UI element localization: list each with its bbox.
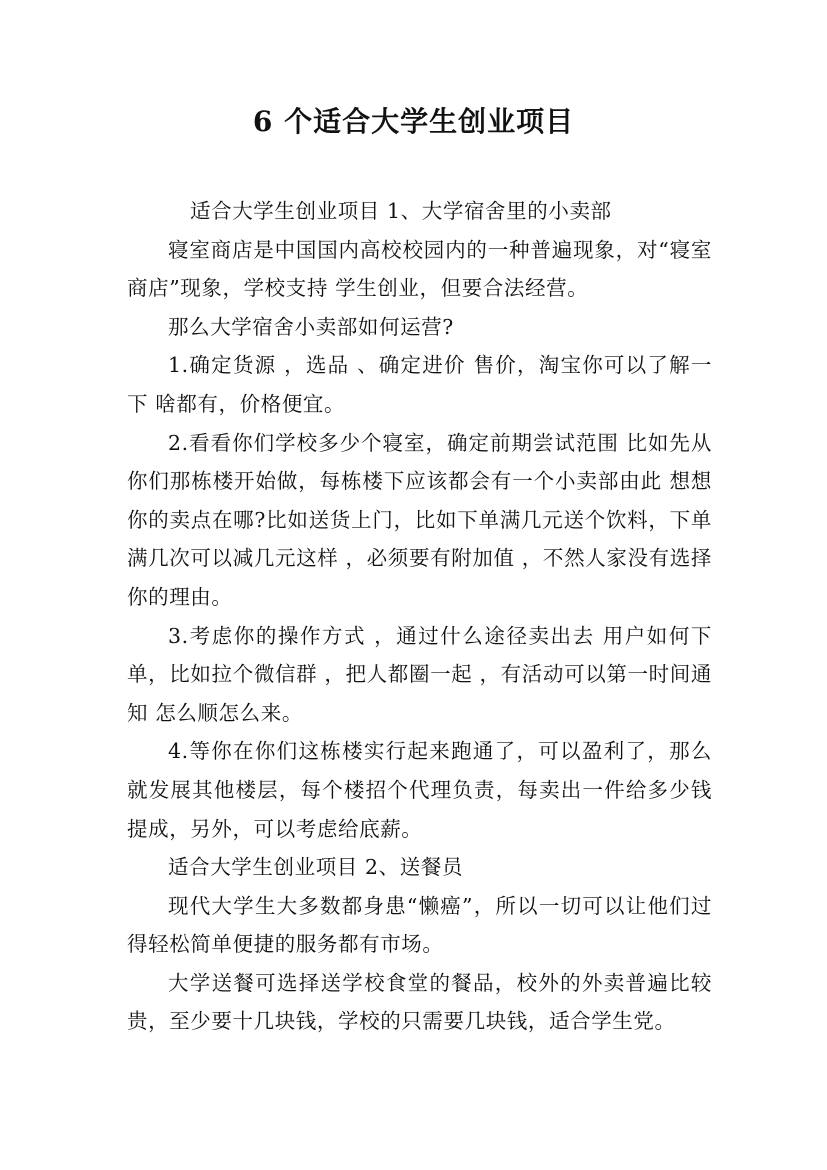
paragraph-step-3: 3.考虑你的操作方式 ，通过什么途径卖出去 用户如何下单，比如拉个微信群 ，把人都圈一起 ，有活动可以第一时间通知 怎么顺怎么来。	[127, 623, 712, 725]
paragraph-intro: 寝室商店是中国国内高校校园内的一种普遍现象，对“寝室商店”现象，学校支持 学生创业，但要合法经营。	[127, 237, 712, 301]
document-body	[127, 192, 712, 1041]
paragraph-delivery-detail: 大学送餐可选择送学校食堂的餐品，校外的外卖普遍比较贵，至少要十几块钱，学校的只需要几块钱，适合学生党。	[127, 970, 712, 1034]
paragraph-question: 那么大学宿舍小卖部如何运营?	[168, 314, 454, 339]
section-heading-1: 适合大学生创业项目 1、大学宿舍里的小卖部	[190, 199, 612, 223]
paragraph-step-4: 4.等你在你们这栋楼实行起来跑通了，可以盈利了，那么就发展其他楼层，每个楼招个代理负责，每卖出一件给多少钱提成，另外，可以考虑给底薪。	[127, 739, 712, 841]
paragraph-step-1: 1.确定货源 ，选品 、确定进价 售价，淘宝你可以了解一下 啥都有，价格便宜。	[127, 353, 712, 416]
section-heading-2: 适合大学生创业项目 2、送餐员	[168, 855, 464, 880]
paragraph-delivery-intro: 现代大学生大多数都身患“懒癌”，所以一切可以让他们过得轻松简单便捷的服务都有市场。	[127, 893, 712, 957]
paragraph-step-2: 2.看看你们学校多少个寝室，确定前期尝试范围 比如先从你们那栋楼开始做，每栋楼下应该都会有一个小卖部由此 想想你的卖点在哪?比如送货上门，比如下单满几元送个饮料，下单满几次可以减几元这样 ，必须要有附加值 ，不然人家没有选择你的理由。	[127, 430, 712, 609]
document-title: 6 个适合大学生创业项目	[252, 105, 575, 138]
